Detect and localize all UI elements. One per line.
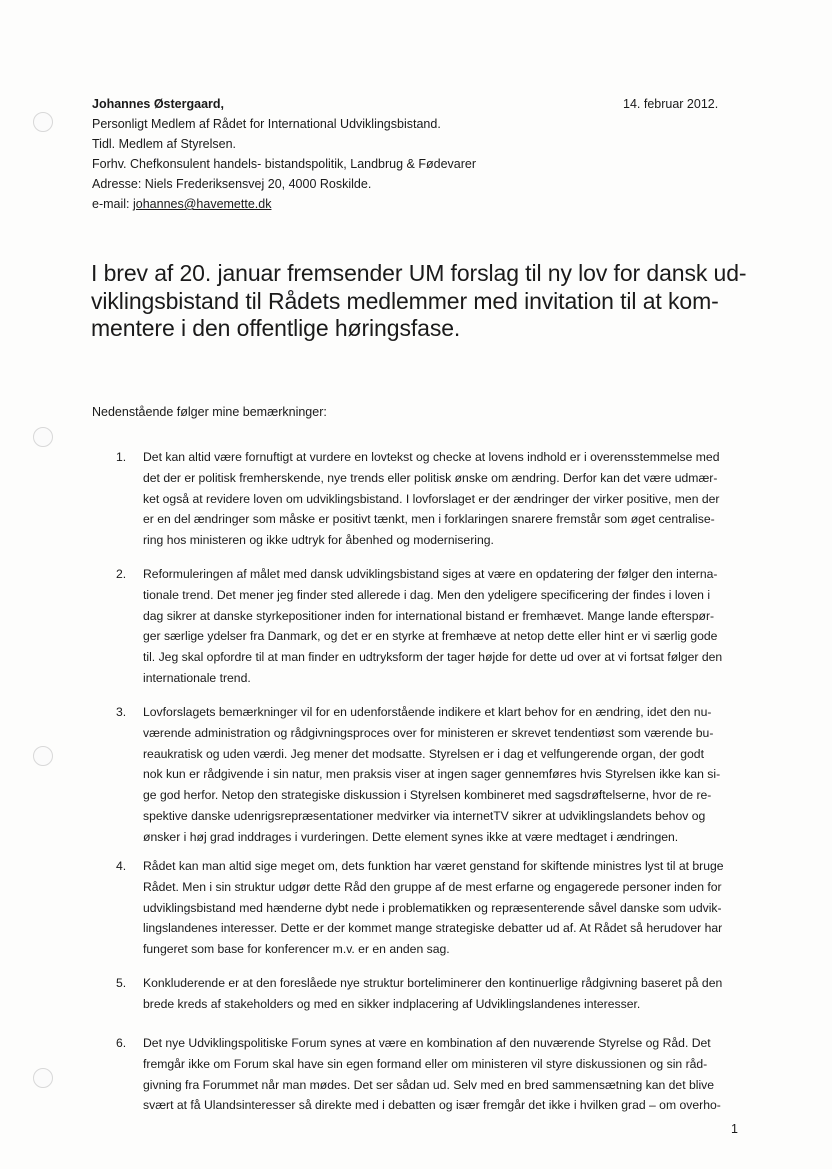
- item-text: [143, 564, 747, 689]
- item-line: spektive danske udenrigsrepræsentationer medvirker via internetTV sikrer at udviklingslandets behov og: [143, 808, 706, 823]
- item-number: 6.: [116, 1036, 127, 1050]
- item-line: det der er politisk fremherskende, nye trends eller politisk ønske om ændring. Derfor kan det være udmær-: [143, 470, 718, 485]
- email-label: e-mail:: [92, 197, 133, 211]
- heading-line: viklingsbistand til Rådets medlemmer med invitation til at kom-: [91, 287, 719, 314]
- letter-heading: [91, 260, 751, 343]
- item-line: dag sikrer at danske styrkepositioner inden for international bistand er fremhævet. Mange lande efterspør-: [143, 608, 715, 623]
- item-line: fremgår ikke om Forum skal have sin egen formand eller om ministeren vil styre diskussionen og sin råd-: [143, 1056, 708, 1071]
- item-line: er en del ændringer som måske er positivt tænkt, men i forklaringen snarere fremstår som øget centralise-: [143, 512, 715, 527]
- item-text: [143, 702, 747, 848]
- punch-hole-mark: [33, 112, 53, 132]
- sender-line: Personligt Medlem af Rådet for International Udviklingsbistand.: [92, 117, 441, 131]
- item-line: til. Jeg skal opfordre til at man finder en udtryksform der tager højde for dette ud over at vi fortsat følger den: [143, 650, 723, 665]
- sender-line: Tidl. Medlem af Styrelsen.: [92, 137, 237, 151]
- page-number: 1: [731, 1122, 738, 1136]
- item-line: brede kreds af stakeholders og med en sikker indplacering af Udviklingslandenes interesser.: [143, 996, 641, 1011]
- item-text: [143, 973, 747, 1015]
- item-line: ge god herfor. Netop den strategiske diskussion i Styrelsen kombineret med sagsdrøftelserne, hvor de re-: [143, 788, 712, 803]
- item-line: lingslandenes interesser. Dette er der kommet mange strategiske debatter ud af. At Rådet så herudover har: [143, 921, 723, 936]
- item-line: tionale trend. Det mener jeg finder sted allerede i dag. Men den ydeligere specificering der findes i loven i: [143, 587, 711, 602]
- email-link[interactable]: johannes@havemette.dk: [132, 197, 272, 211]
- item-text: [143, 447, 747, 551]
- punch-hole-mark: [33, 746, 53, 766]
- letter-date: 14. februar 2012.: [623, 97, 719, 111]
- item-line: Reformuleringen af målet med dansk udviklingsbistand siges at være en opdatering der følger den interna-: [143, 567, 718, 581]
- item-number: 4.: [116, 859, 127, 873]
- item-line: reaukratisk og uden værdi. Jeg mener det modsatte. Styrelsen er i dag et velfungerende organ, der godt: [143, 746, 704, 761]
- item-line: givning fra Forummet når man mødes. Det ser sådan ud. Selv med en bred sammensætning kan det blive: [143, 1077, 715, 1092]
- item-line: nok kun er rådgivende i sin natur, men praksis viser at ingen sager gennemføres hvis Styrelsen ikke kan si-: [143, 767, 721, 782]
- item-number: 2.: [116, 567, 127, 581]
- punch-hole-mark: [33, 427, 53, 447]
- item-number: 1.: [116, 450, 127, 464]
- item-line: ger særlige ydelser fra Danmark, og det er en styrke at fremhæve at netop dette eller hint er vi særlig gode: [143, 629, 718, 644]
- sender-email-line: [92, 194, 476, 214]
- heading-line: I brev af 20. januar fremsender UM forslag til ny lov for dansk ud-: [91, 260, 747, 286]
- item-line: Rådet. Men i sin struktur udgør dette Råd den gruppe af de mest erfarne og engagerede personer inden for: [143, 879, 722, 894]
- item-number: 3.: [116, 705, 127, 719]
- item-line: Det nye Udviklingspolitiske Forum synes at være en kombination af den nuværende Styrelse og Råd. Det: [143, 1036, 711, 1050]
- punch-hole-mark: [33, 1068, 53, 1088]
- item-line: udviklingsbistand med hænderne dybt nede i problematikken og repræsenterende såvel danske som udvik-: [143, 900, 722, 915]
- sender-block: [92, 94, 476, 214]
- item-line: værende administration og rådgivningsproces over for ministeren er skrevet tendentiøst som værende bu-: [143, 725, 714, 740]
- heading-line: mentere i den offentlige høringsfase.: [91, 315, 461, 341]
- item-number: 5.: [116, 976, 127, 990]
- sender-line: Forhv. Chefkonsulent handels- bistandspolitik, Landbrug & Fødevarer: [92, 157, 477, 171]
- item-line: ring hos ministeren og ikke udtryk for åbenhed og modernisering.: [143, 533, 494, 548]
- item-line: svært at få Ulandsinteresser så direkte med i debatten og især fremgår det ikke i hvilken grad – om overho-: [143, 1098, 721, 1113]
- item-line: Det kan altid være fornuftigt at vurdere en lovtekst og checke at lovens indhold er i overensstemmelse med: [143, 450, 720, 464]
- item-line: ønsker i høj grad inddrages i vurderingen. Dette element synes ikke at være medtaget i ændringen.: [143, 829, 679, 844]
- item-line: Konkluderende er at den foreslåede nye struktur borteliminerer den kontinuerlige rådgivning baseret på den: [143, 976, 723, 990]
- item-line: Rådet kan man altid sige meget om, dets funktion har været genstand for skiftende ministres lyst til at bruge: [143, 859, 724, 873]
- item-line: Lovforslagets bemærkninger vil for en udenforstående indikere et klart behov for en ændring, idet den nu-: [143, 705, 712, 719]
- item-line: internationale trend.: [143, 670, 251, 685]
- item-line: ket også at revidere loven om udviklingsbistand. I lovforslaget er der ændringer der virker positive, men der: [143, 491, 720, 506]
- item-line: fungeret som base for konferencer m.v. er en anden sag.: [143, 942, 450, 957]
- intro-text: Nedenstående følger mine bemærkninger:: [92, 405, 327, 419]
- sender-name: Johannes Østergaard,: [92, 97, 224, 111]
- sender-line: Adresse: Niels Frederiksensvej 20, 4000 Roskilde.: [92, 177, 372, 191]
- item-text: [143, 1033, 747, 1116]
- item-text: [143, 856, 747, 960]
